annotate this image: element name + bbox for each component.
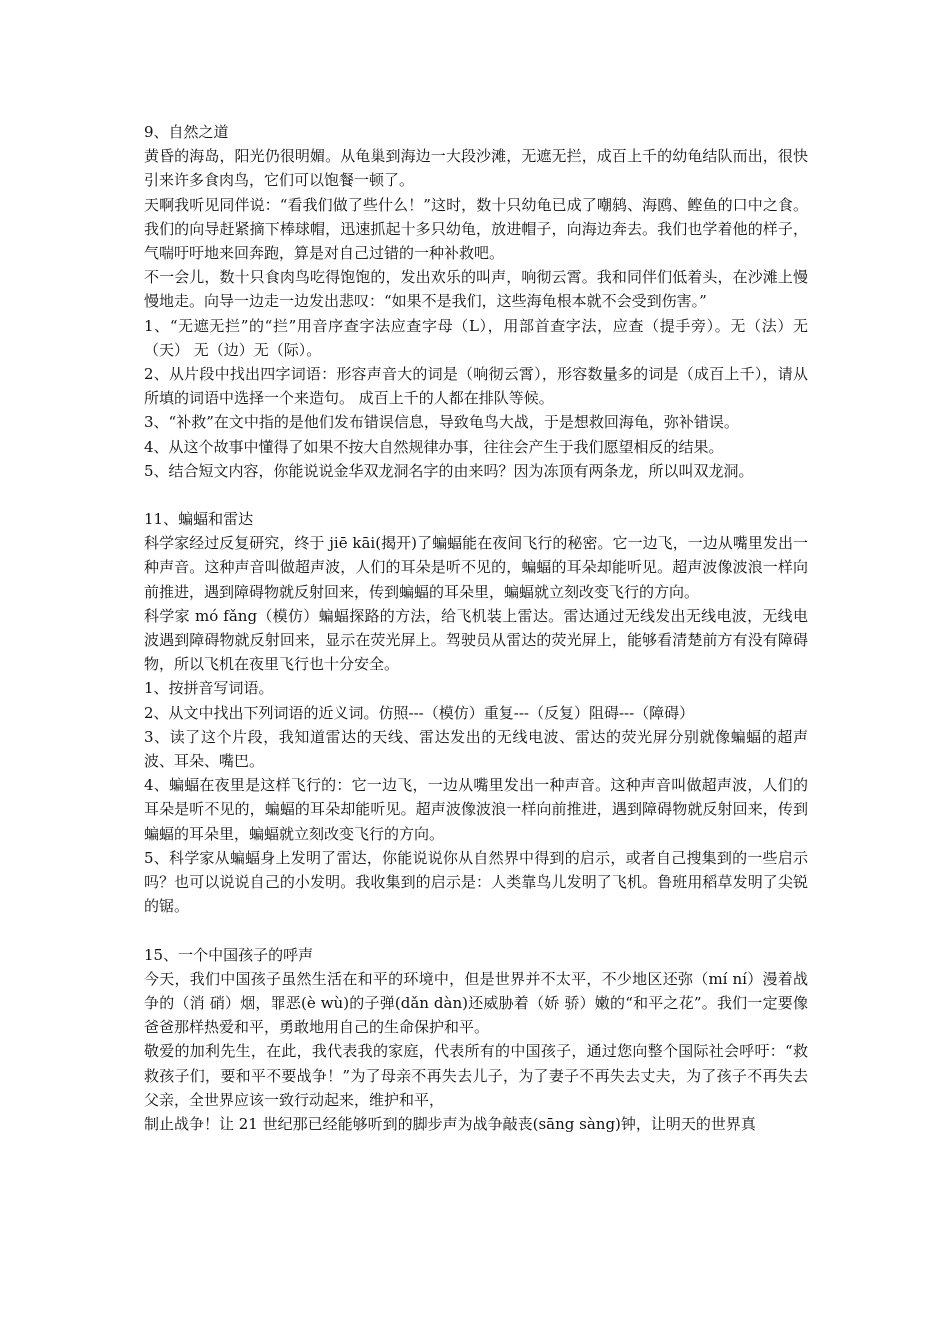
section-spacer (144, 919, 808, 943)
document-page (144, 120, 808, 1136)
paragraph: 科学家经过反复研究，终于 jiē kāi(揭开)了蝙蝠能在夜间飞行的秘密。它一边飞，一边从嘴里发出一种声音。这种声音叫做超声波，人们的耳朵是听不见的，蝙蝠的耳朵却能听见。超声波像波浪一样向前推进，遇到障碍物就反射回来，传到蝙蝠的耳朵里，蝙蝠就立刻改变飞行的方向。 (144, 534, 808, 601)
question-3: 3、“补救”在文中指的是他们发布错误信息，导致龟鸟大战，于是想救回海龟，弥补错误。 (144, 413, 739, 432)
question-5: 5、结合短文内容，你能说说金华双龙洞名字的由来吗？因为冻顶有两条龙，所以叫双龙洞。 (144, 461, 754, 480)
paragraph: 今天，我们中国孩子虽然生活在和平的环境中，但是世界并不太平，不少地区还弥（mí ní）漫着战争的（消 硝）烟，罪恶(è wù)的子弹(dǎn dàn)还威胁着（娇 骄）嫩的“和平之花”。我们一定要像爸爸那样热爱和平，勇敢地用自己的生命保护和平。 (144, 969, 808, 1037)
paragraph: 科学家 mó fǎng（模仿）蝙蝠探路的方法，给飞机装上雷达。雷达通过无线发出无线电波，无线电波遇到障碍物就反射回来，显示在荧光屏上。驾驶员从雷达的荧光屏上，能够看清楚前方有没有障碍物，所以飞机在夜里飞行也十分安全。 (144, 606, 808, 674)
section-bianfu-he-leida (144, 507, 808, 918)
section-title: 15、一个中国孩子的呼声 (144, 945, 314, 964)
question-3: 3、读了这个片段，我知道雷达的天线、雷达发出的无线电波、雷达的荧光屏分别就像蝙蝠的超声波、耳朵、嘴巴。 (144, 727, 808, 771)
paragraph: 不一会儿，数十只食肉鸟吃得饱饱的，发出欢乐的叫声，响彻云霄。我和同伴们低着头，在沙滩上慢慢地走。向导一边走一边发出悲叹：“如果不是我们，这些海龟根本就不会受到伤害。” (144, 268, 808, 311)
paragraph: 黄昏的海岛，阳光仍很明媚。从龟巢到海边一大段沙滩，无遮无拦，成百上千的幼龟结队而出，很快引来许多食肉鸟，它们可以饱餐一顿了。 (144, 147, 808, 190)
section-ziran-zhi-dao (144, 120, 808, 483)
question-1: 1、按拼音写词语。 (144, 679, 274, 698)
section-title: 11、蝙蝠和雷达 (144, 510, 254, 529)
section-title: 9、自然之道 (144, 123, 229, 141)
section-zhongguo-haizi-de-husheng (144, 943, 808, 1137)
question-4: 4、从这个故事中懂得了如果不按大自然规律办事，往往会产生于我们愿望相反的结果。 (144, 437, 724, 456)
question-2: 2、从文中找出下列词语的近义词。仿照---（模仿）重复---（反复）阻碍---（障碍） (144, 703, 695, 722)
question-2: 2、从片段中找出四字词语：形容声音大的词是（响彻云霄），形容数量多的词是（成百上千），请从所填的词语中选择一个来造句。 成百上千的人都在排队等候。 (144, 365, 808, 408)
question-5: 5、科学家从蝙蝠身上发明了雷达，你能说说你从自然界中得到的启示，或者自己搜集到的一些启示吗？也可以说说自己的小发明。我收集到的启示是：人类靠鸟儿发明了飞机。鲁班用稻草发明了尖锐的锯。 (144, 848, 808, 916)
paragraph: 天啊我听见同伴说：“看我们做了些什么！”这时，数十只幼龟已成了嘲鸫、海鸥、鲣鱼的口中之食。我们的向导赶紧摘下棒球帽，迅速抓起十多只幼龟，放进帽子，向海边奔去。我们也学着他的样子，气喘吁吁地来回奔跑，算是对自己过错的一种补救吧。 (144, 195, 808, 263)
paragraph: 敬爱的加利先生，在此，我代表我的家庭，代表所有的中国孩子，通过您向整个国际社会呼吁：“救救孩子们，要和平不要战争！”为了母亲不再失去儿子，为了妻子不再失去丈夫，为了孩子不再失去父亲，全世界应该一致行动起来，维护和平， (144, 1042, 808, 1109)
question-4: 4、蝙蝠在夜里是这样飞行的：它一边飞，一边从嘴里发出一种声音。这种声音叫做超声波，人们的耳朵是听不见的，蝙蝠的耳朵却能听见。超声波像波浪一样向前推进，遇到障碍物就反射回来，传到蝙蝠的耳朵里，蝙蝠就立刻改变飞行的方向。 (144, 776, 808, 843)
section-spacer (144, 483, 808, 507)
question-1: 1、“无遮无拦”的“拦”用音序查字法应查字母（L），用部首查字法，应查（提手旁）。无（法）无（天） 无（边）无（际）。 (144, 316, 808, 359)
paragraph: 制止战争！让 21 世纪那已经能够听到的脚步声为战争敲丧(sāng sàng)钟，让明天的世界真 (144, 1114, 756, 1133)
